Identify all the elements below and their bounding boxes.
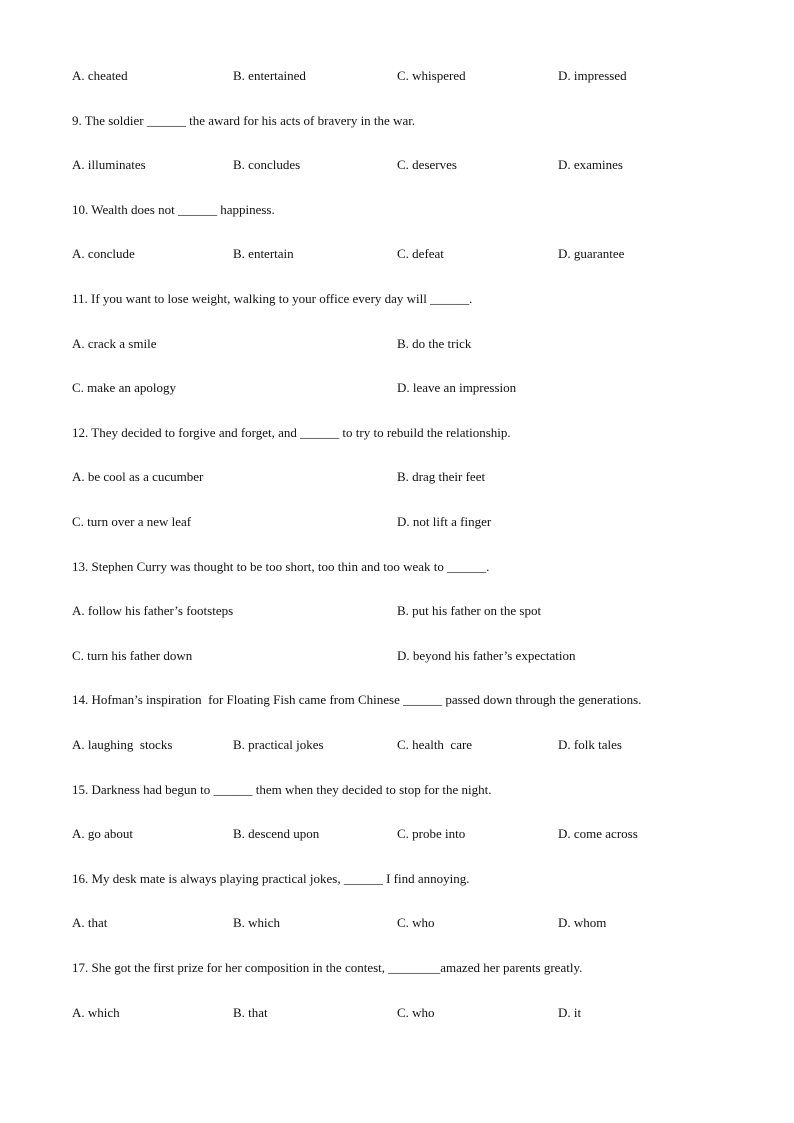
options-line <box>0 335 794 353</box>
answer-option: B. which <box>233 915 280 930</box>
question-line <box>0 870 794 888</box>
answer-option: D. leave an impression <box>397 380 517 395</box>
answer-option: B. entertain <box>233 246 294 261</box>
answer-option: A. follow his father’s footsteps <box>72 603 234 618</box>
answer-option: B. entertained <box>233 68 306 83</box>
options-line <box>0 513 794 531</box>
question-text: 17. She got the first prize for her composition in the contest, ________amazed her parents greatly. <box>72 960 583 975</box>
options-line <box>0 67 794 85</box>
options-line <box>0 825 794 843</box>
answer-option: A. go about <box>72 826 134 841</box>
question-text: 15. Darkness had begun to ______ them when they decided to stop for the night. <box>72 782 492 797</box>
question-text: 13. Stephen Curry was thought to be too short, too thin and too weak to ______. <box>72 559 490 574</box>
question-text: 12. They decided to forgive and forget, and ______ to try to rebuild the relationship. <box>72 425 511 440</box>
answer-option: D. whom <box>558 915 607 930</box>
question-text: 16. My desk mate is always playing practical jokes, ______ I find annoying. <box>72 871 470 886</box>
answer-option: C. turn over a new leaf <box>72 514 192 529</box>
question-line <box>0 112 794 130</box>
answer-option: D. guarantee <box>558 246 625 261</box>
answer-option: C. health care <box>397 737 473 752</box>
answer-option: B. concludes <box>233 157 301 172</box>
question-line <box>0 959 794 977</box>
answer-option: A. conclude <box>72 246 135 261</box>
answer-option: A. cheated <box>72 68 128 83</box>
answer-option: C. defeat <box>397 246 444 261</box>
question-text: 9. The soldier ______ the award for his acts of bravery in the war. <box>72 113 416 128</box>
question-line <box>0 201 794 219</box>
question-text: 10. Wealth does not ______ happiness. <box>72 202 275 217</box>
answer-option: D. examines <box>558 157 623 172</box>
answer-option: B. practical jokes <box>233 737 324 752</box>
answer-option: D. folk tales <box>558 737 622 752</box>
answer-option: B. drag their feet <box>397 469 486 484</box>
answer-option: B. put his father on the spot <box>397 603 542 618</box>
question-line <box>0 781 794 799</box>
answer-option: C. deserves <box>397 157 457 172</box>
options-line <box>0 379 794 397</box>
answer-option: D. not lift a finger <box>397 514 492 529</box>
answer-option: C. whispered <box>397 68 466 83</box>
options-line <box>0 468 794 486</box>
answer-option: D. impressed <box>558 68 627 83</box>
options-line <box>0 602 794 620</box>
answer-option: A. that <box>72 915 108 930</box>
question-line <box>0 691 794 709</box>
answer-option: C. who <box>397 1005 435 1020</box>
question-line <box>0 424 794 442</box>
answer-option: C. probe into <box>397 826 466 841</box>
answer-option: D. come across <box>558 826 638 841</box>
question-text: 14. Hofman’s inspiration for Floating Fish came from Chinese ______ passed down through the generations. <box>72 692 642 707</box>
options-line <box>0 736 794 754</box>
answer-option: A. crack a smile <box>72 336 157 351</box>
answer-option: C. make an apology <box>72 380 176 395</box>
answer-option: A. be cool as a cucumber <box>72 469 204 484</box>
answer-option: D. beyond his father’s expectation <box>397 648 576 663</box>
answer-option: A. which <box>72 1005 120 1020</box>
answer-option: A. illuminates <box>72 157 146 172</box>
options-line <box>0 647 794 665</box>
options-line <box>0 914 794 932</box>
answer-option: C. who <box>397 915 435 930</box>
answer-option: B. that <box>233 1005 268 1020</box>
question-text: 11. If you want to lose weight, walking to your office every day will ______. <box>72 291 473 306</box>
answer-option: B. do the trick <box>397 336 472 351</box>
question-line <box>0 558 794 576</box>
options-line <box>0 156 794 174</box>
answer-option: D. it <box>558 1005 582 1020</box>
options-line <box>0 1004 794 1022</box>
answer-option: C. turn his father down <box>72 648 193 663</box>
question-line <box>0 290 794 308</box>
answer-option: B. descend upon <box>233 826 320 841</box>
answer-option: A. laughing stocks <box>72 737 173 752</box>
options-line <box>0 245 794 263</box>
